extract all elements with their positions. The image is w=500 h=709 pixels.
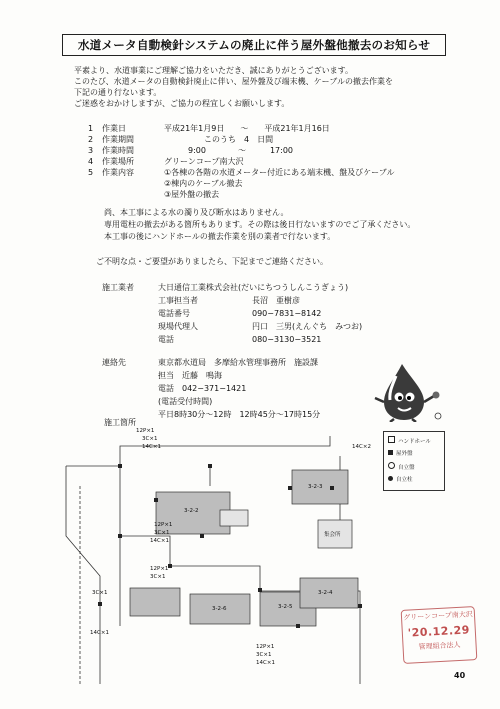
notes [104, 208, 415, 244]
legend-item: 屋外盤 [396, 451, 413, 457]
building-label: 3-2-3 [308, 484, 323, 490]
building-label: 3-2-5 [278, 604, 293, 610]
contractor-row-value: 円口 三男(えんぐち みつお) [252, 322, 363, 331]
hall-label: 集会所 [324, 532, 341, 538]
stamp-line: 管理組合法人 [418, 640, 461, 652]
note-line: 尚、本工事による水の濁り及び断水はありません。 [104, 208, 289, 217]
contractor-company: 大日通信工業株式会社(だいにちつうしんこうぎょう) [158, 283, 349, 292]
receipt-stamp [401, 606, 478, 664]
cable-label: 14C×1 [90, 630, 109, 636]
intro-line: ご迷惑をおかけしますが、ご協力の程宜しくお願いします。 [74, 99, 290, 108]
item-number: 3 [88, 146, 94, 155]
item-value: 平成21年1月9日 〜 平成21年1月16日 [164, 124, 330, 133]
cable-label: 3C×1 [256, 652, 272, 658]
liaison-label: 連絡先 [102, 358, 126, 367]
legend-item: ハンドホール [398, 439, 431, 445]
cable-label: 14C×1 [150, 538, 169, 544]
contractor-row-value: 長沼 亜樹彦 [252, 296, 300, 305]
cable-label: 3C×1 [154, 530, 170, 536]
item-label: 作業内容 [102, 168, 134, 177]
item-value: 9:00 〜 17:00 [164, 146, 294, 155]
building-label: 3-2-2 [184, 508, 199, 514]
cable-label: 3C×1 [150, 574, 166, 580]
contractor-row-key: 電話番号 [158, 309, 190, 318]
building-label: 3-2-4 [318, 590, 333, 596]
stamp-date: '20.12.29 [407, 623, 471, 640]
stamp-line: グリーンコープ南大沢 [403, 610, 473, 622]
liaison-line: 電話 042−371−1421 [158, 384, 247, 393]
site-label: 施工箇所 [104, 418, 136, 427]
cable-label: 3C×1 [92, 590, 108, 596]
cable-label: 3C×1 [142, 436, 158, 442]
water-drop-mascot-icon [372, 362, 446, 422]
cable-label: 14C×2 [352, 444, 371, 450]
page-number: 40 [454, 671, 466, 680]
item-label: 作業時間 [102, 146, 134, 155]
liaison-line: 平日8時30分〜12時 12時45分〜17時15分 [158, 410, 321, 419]
contractor-label: 施工業者 [102, 283, 134, 292]
cable-label: 12P×1 [136, 428, 155, 434]
contractor-row-key: 現場代理人 [158, 322, 198, 331]
notice-page: 水道メータ自動検針システムの廃止に伴う屋外盤他撤去のお知らせ 平素より、水道事業にご理解ご協力をいただき、誠にありがとうございます。 このたび、水道メータの自動検針廃止に伴い、屋外盤及び端末機、ケーブルの撤去作業を 下記の通り行ないます。 ご迷惑をおかけしますが、ご協力の程宜しくお願いします。 1 作業日 平成21年1月9日 〜 平成21年1月16日 2 作業期間 このうち 4 日間 3 作業時間 9:00 〜 17:00 4 作業場所 グリーンコープ南大沢 5 作業内容 ①各棟の各階の水道メーター付近にある端末機、盤及びケーブル ②棟内のケーブル撤去 ③屋外盤の撤去 尚、本工事による水の濁り及び断水はありません。 専用電柱の撤去がある箇所もあります。その際は後日行ないますのでご了承ください。 本工事の後にハンドホールの撤去作業を別の業者で行ないます。 ご不明な点・ご要望がありましたら、下記までご連絡ください。 施工業者 大日通信工業株式会社(だいにちつうしんこうぎょう) 工事担当者 長沼 亜樹彦 電話番号 090−7831−8142 現場代理人 円口 三男(えんぐち みつお) 電話 080−3130−3521 連絡先 東京都水道局 多摩給水管理事務所 施設課 担当 近藤 鳴海 電話 042−371−1421 (電話受付時間) 平日8時30分〜12時 12時45分〜17時15分 施工箇所 3-2-3 3-2-2 3-2-6 3-2-5 3-2-4 12P×1 3C×1 14C×1 14C×2 12P×1 3C×1 14C×1 12P×1 3C×1 3C×1 14C×1 12P×1 3C×1 14C×1 集会所 ハンドホール 屋外盤 自立盤 自立柱 グリーンコープ南大沢 '20.12.29 管理組合法人 40 [0, 0, 500, 709]
contractor-row-value: 080−3130−3521 [252, 335, 322, 344]
building-label: 3-2-6 [212, 606, 227, 612]
intro-line: このたび、水道メータの自動検針廃止に伴い、屋外盤及び端末機、ケーブルの撤去作業を [74, 77, 393, 86]
map-legend [383, 431, 445, 491]
intro-text [74, 66, 393, 110]
cable-label: 12P×1 [154, 522, 173, 528]
item-value: ①各棟の各階の水道メーター付近にある端末機、盤及びケーブル [164, 168, 395, 177]
item-value: このうち 4 日間 [164, 135, 274, 144]
legend-item: 自立盤 [398, 465, 415, 471]
item-value: グリーンコープ南大沢 [164, 157, 244, 166]
item-number: 1 [88, 124, 94, 133]
contact-note: ご不明な点・ご要望がありましたら、下記までご連絡ください。 [96, 257, 328, 266]
item-number: 2 [88, 135, 94, 144]
cable-label: 12P×1 [150, 566, 169, 572]
liaison-line: 担当 近藤 鳴海 [158, 371, 222, 380]
cable-label: 14C×1 [256, 660, 275, 666]
contractor-row-key: 電話 [158, 335, 174, 344]
contractor-row-value: 090−7831−8142 [252, 309, 322, 318]
note-line: 本工事の後にハンドホールの撤去作業を別の業者で行ないます。 [104, 232, 336, 241]
notice-title: 水道メータ自動検針システムの廃止に伴う屋外盤他撤去のお知らせ [62, 34, 446, 56]
item-label: 作業期間 [102, 135, 134, 144]
cable-label: 12P×1 [256, 644, 275, 650]
legend-item: 自立柱 [396, 477, 413, 483]
note-line: 専用電柱の撤去がある箇所もあります。その際は後日行ないますのでご了承ください。 [104, 220, 416, 229]
intro-line: 下記の通り行ないます。 [74, 88, 162, 97]
item-number: 4 [88, 157, 94, 166]
intro-line: 平素より、水道事業にご理解ご協力をいただき、誠にありがとうございます。 [74, 66, 354, 75]
item-number: 5 [88, 168, 94, 177]
item-label: 作業日 [102, 124, 126, 133]
cable-label: 14C×1 [142, 444, 161, 450]
contractor-row-key: 工事担当者 [158, 296, 198, 305]
item-label: 作業場所 [102, 157, 134, 166]
liaison-line: 東京都水道局 多摩給水管理事務所 施設課 [158, 358, 318, 367]
liaison-line: (電話受付時間) [158, 397, 213, 406]
site-map [60, 426, 390, 684]
